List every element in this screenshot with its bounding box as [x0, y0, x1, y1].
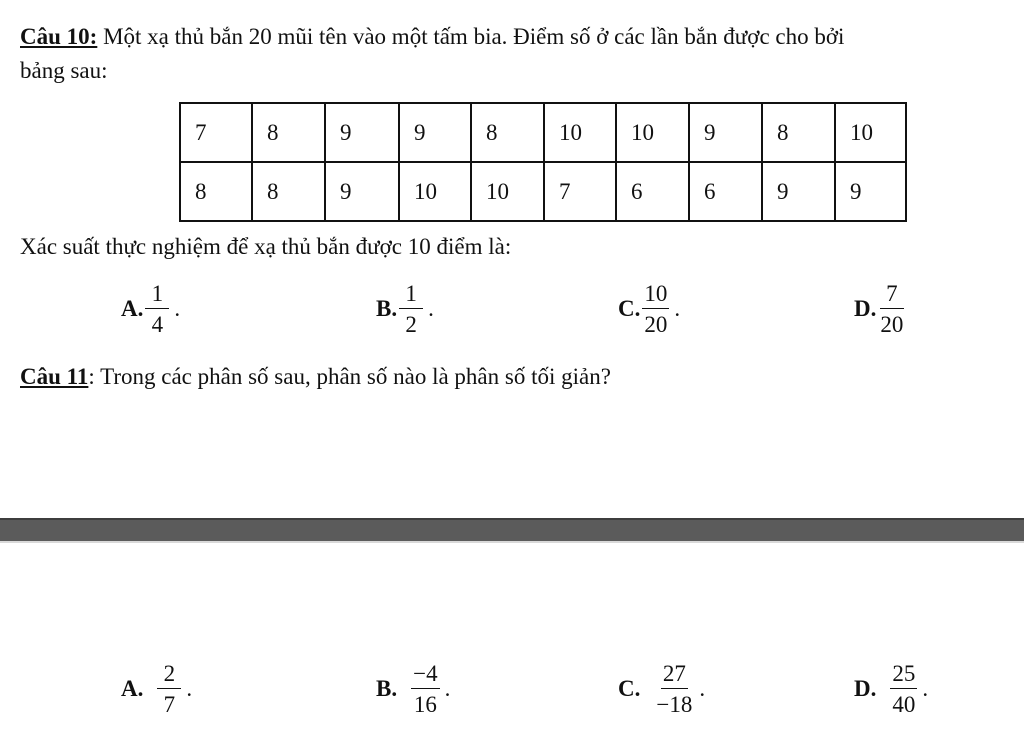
table-cell: 10 [471, 162, 544, 221]
option-fraction [890, 662, 917, 716]
option-letter: D. [854, 296, 877, 321]
table-cell: 9 [762, 162, 835, 221]
option-fraction [157, 662, 181, 716]
q11-option-c[interactable] [618, 662, 705, 716]
table-cell: 9 [399, 103, 471, 162]
page-divider-shadow [0, 541, 1024, 543]
fraction-numerator: 27 [661, 662, 688, 689]
q10-label: Câu 10: [20, 24, 98, 49]
table-cell: 10 [399, 162, 471, 221]
option-letter: C. [618, 296, 641, 321]
table-cell: 10 [835, 103, 906, 162]
option-fraction [878, 282, 905, 336]
option-fraction [399, 282, 423, 336]
table-cell: 8 [180, 162, 252, 221]
option-fraction [642, 282, 669, 336]
option-fraction [411, 662, 439, 716]
fraction-numerator: 1 [145, 282, 169, 309]
option-letter: C. [618, 676, 641, 701]
fraction-numerator: 10 [642, 282, 669, 309]
table-cell: 9 [325, 103, 399, 162]
table-cell: 10 [616, 103, 689, 162]
table-cell: 9 [835, 162, 906, 221]
table-cell: 8 [471, 103, 544, 162]
fraction-denominator: 4 [151, 312, 164, 337]
fraction-denominator: 16 [413, 692, 437, 717]
fraction-denominator: −18 [656, 692, 693, 717]
fraction-numerator: −4 [411, 662, 439, 689]
fraction-numerator: 7 [880, 282, 904, 309]
q10-text: Một xạ thủ bắn 20 mũi tên vào một tấm bia. Điểm số ở các lần bắn được cho bởi [97, 24, 845, 49]
option-end: . [174, 296, 181, 321]
table-cell: 7 [180, 103, 252, 162]
fraction-denominator: 20 [880, 312, 904, 337]
table-cell: 8 [762, 103, 835, 162]
q11-option-a[interactable] [121, 662, 192, 716]
fraction-denominator: 2 [405, 312, 417, 337]
option-fraction [145, 282, 169, 336]
table-cell: 6 [616, 162, 689, 221]
fraction-numerator: 25 [890, 662, 917, 689]
option-letter: D. [854, 676, 877, 701]
q11-option-d[interactable] [854, 662, 928, 716]
q10-option-c[interactable] [618, 282, 680, 336]
q11-label: Câu 11 [20, 364, 89, 389]
table-cell: 6 [689, 162, 762, 221]
table-cell: 9 [325, 162, 399, 221]
fraction-denominator: 7 [163, 692, 176, 717]
q10-stem-line2: bảng sau: [20, 58, 108, 83]
option-end: . [674, 296, 681, 321]
table-cell: 8 [252, 103, 325, 162]
table-cell: 9 [689, 103, 762, 162]
fraction-denominator: 40 [892, 692, 916, 717]
option-letter: B. [376, 676, 398, 701]
table-row [180, 162, 906, 221]
option-end: . [444, 676, 451, 701]
option-letter: A. [121, 296, 144, 321]
q11-text: : Trong các phân số sau, phân số nào là phân số tối giản? [88, 364, 611, 389]
table-cell: 8 [252, 162, 325, 221]
option-end: . [699, 676, 706, 701]
fraction-numerator: 1 [399, 282, 423, 309]
q11-option-b[interactable] [376, 662, 450, 716]
option-fraction [654, 662, 694, 716]
table-row [180, 103, 906, 162]
q11-stem [20, 364, 611, 390]
option-letter: A. [121, 676, 144, 701]
option-end: . [922, 676, 929, 701]
q10-question: Xác suất thực nghiệm để xạ thủ bắn được 10 điểm là: [20, 234, 512, 259]
q10-stem-line1 [20, 24, 844, 50]
q10-option-a[interactable] [121, 282, 180, 336]
q10-option-d[interactable] [854, 282, 910, 336]
option-end: . [428, 296, 434, 321]
fraction-denominator: 20 [644, 312, 668, 337]
page-divider-bar [0, 518, 1024, 542]
table-cell: 7 [544, 162, 616, 221]
score-table [179, 102, 907, 222]
option-letter: B. [376, 296, 398, 321]
q10-option-b[interactable] [376, 282, 434, 336]
fraction-numerator: 2 [157, 662, 181, 689]
option-end: . [186, 676, 193, 701]
table-cell: 10 [544, 103, 616, 162]
